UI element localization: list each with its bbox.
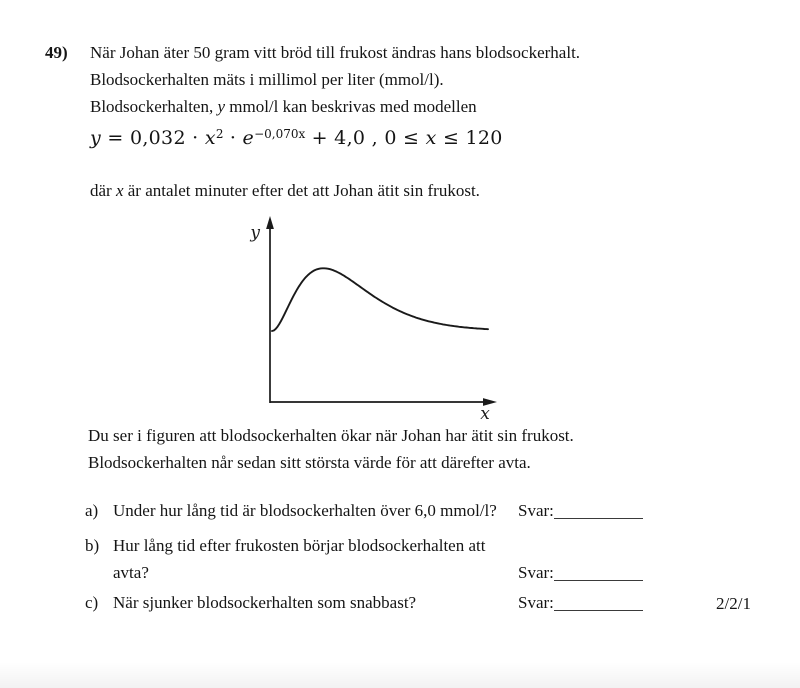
intro-line-3: Blodsockerhalten, y mmol/l kan beskrivas med modellen [90, 97, 477, 116]
observation-line-1: Du ser i figuren att blodsockerhalten ökar när Johan har ätit sin frukost. [88, 426, 574, 445]
observation-paragraph [88, 422, 728, 476]
question-label: a) [85, 501, 99, 520]
question-row-b [85, 532, 755, 586]
score-notation: 2/2/1 [716, 594, 751, 613]
question-text: Hur lång tid efter frukosten börjar blodsockerhalten att avta? [113, 536, 486, 582]
question-text: När sjunker blodsockerhalten som snabbast? [113, 593, 417, 612]
answer-area [518, 559, 643, 586]
variable-definition: där x är antalet minuter efter det att Johan ätit sin frukost. [90, 181, 480, 200]
question-text: Under hur lång tid är blodsockerhalten över 6,0 mmol/l? [113, 501, 497, 520]
question-list [85, 497, 755, 616]
y-axis-label: y [250, 223, 260, 243]
answer-label: Svar: [518, 501, 554, 520]
intro-line-2: Blodsockerhalten mäts i millimol per liter (mmol/l). [90, 70, 444, 89]
answer-area [518, 589, 643, 616]
answer-blank-line [554, 517, 643, 519]
blood-sugar-graph [230, 210, 510, 422]
intro-paragraph [90, 39, 710, 120]
intro-line-1: När Johan äter 50 gram vitt bröd till frukost ändras hans blodsockerhalt. [90, 43, 581, 62]
question-label: b) [85, 536, 100, 555]
question-row-a [85, 497, 755, 524]
answer-blank-line [554, 609, 643, 611]
answer-label: Svar: [518, 593, 554, 612]
answer-label: Svar: [518, 563, 554, 582]
y-axis-arrow-icon [266, 216, 274, 229]
question-label: c) [85, 593, 99, 612]
x-axis-label: x [480, 404, 490, 422]
question-row-c [85, 589, 755, 616]
page-edge-shadow [0, 662, 800, 688]
model-formula: $y = 0,032 \cdot x^2 \cdot e^{-0,070x} + 4,0$ , 0 ≤ x ≤ 120 [90, 127, 503, 149]
answer-blank-line [554, 579, 643, 581]
question-number: 49) [45, 43, 68, 62]
answer-area [518, 497, 643, 524]
observation-line-2: Blodsockerhalten når sedan sitt största värde för att därefter avta. [88, 453, 531, 472]
blood-sugar-curve [272, 268, 488, 331]
